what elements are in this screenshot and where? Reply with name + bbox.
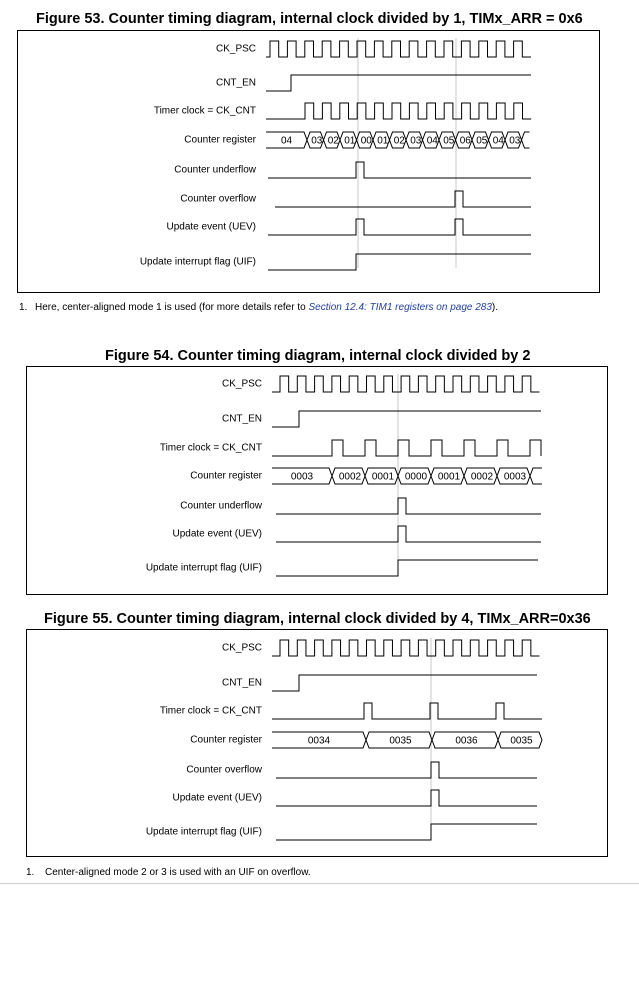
signal-label-counter-underflow: Counter underflow xyxy=(174,164,256,176)
signal-label-counter-register: Counter register xyxy=(190,470,262,482)
timer-clock-waveform xyxy=(272,703,542,719)
counter-register-value: 0003 xyxy=(290,471,314,483)
signal-label-ck-psc: CK_PSC xyxy=(221,642,262,654)
counter-register-value: 0035 xyxy=(510,735,533,747)
counter-register-value: 05 xyxy=(443,135,455,147)
counter-register-value: 04 xyxy=(492,135,504,147)
signal-label-cnt-en: CNT_EN xyxy=(221,677,262,689)
signal-label-counter-underflow: Counter underflow xyxy=(180,500,262,512)
counter-register-value: 0001 xyxy=(371,471,395,483)
figure-53-title: Figure 53. Counter timing diagram, internal clock divided by 1, TIMx_ARR = 0x6 xyxy=(36,11,583,27)
counter-register-value: 03 xyxy=(311,135,323,147)
signal-label-cnt-en: CNT_EN xyxy=(221,413,262,425)
signal-label-counter-overflow: Counter overflow xyxy=(180,193,256,205)
signal-label-update-event-uev: Update event (UEV) xyxy=(172,792,262,804)
signal-label-update-event-uev: Update event (UEV) xyxy=(172,528,262,540)
counter-register-value: 0002 xyxy=(470,471,494,483)
uev-waveform xyxy=(276,790,537,806)
counter-register-value: 0000 xyxy=(404,471,428,483)
uif-waveform xyxy=(276,824,537,840)
footnote-section-link[interactable]: Section 12.4: TIM1 registers on page 283 xyxy=(308,302,492,313)
counter-register-value: 05 xyxy=(476,135,488,147)
counter-register-value: 02 xyxy=(393,135,405,147)
counter-register-value: 02 xyxy=(327,135,339,147)
footnote-number: 1. xyxy=(26,867,35,878)
counter-register-value: 01 xyxy=(344,135,356,147)
clock-waveform xyxy=(272,640,540,656)
counter-overflow-waveform xyxy=(276,762,537,778)
counter-register-value: 03 xyxy=(509,135,521,147)
counter-register-value: 0036 xyxy=(455,735,478,747)
footnote-text-end: ). xyxy=(491,302,499,313)
signal-label-counter-register: Counter register xyxy=(184,134,256,146)
counter-register-value: 0003 xyxy=(503,471,527,483)
signal-label-timer-clock-ck-cnt: Timer clock = CK_CNT xyxy=(159,442,262,454)
signal-label-update-interrupt-flag-uif: Update interrupt flag (UIF) xyxy=(145,826,262,838)
figure-55-title: Figure 55. Counter timing diagram, internal clock divided by 4, TIMx_ARR=0x36 xyxy=(44,611,591,627)
footnote-text: Center-aligned mode 2 or 3 is used with an UIF on overflow. xyxy=(45,867,311,878)
footnote-number: 1. xyxy=(19,302,28,313)
page-divider xyxy=(0,883,639,884)
signal-label-counter-overflow: Counter overflow xyxy=(186,764,262,776)
footnote-text: Here, center-aligned mode 1 is used (for more details refer to xyxy=(35,302,309,313)
cnt-en-waveform xyxy=(272,675,537,691)
counter-register-value: 03 xyxy=(410,135,422,147)
signal-label-timer-clock-ck-cnt: Timer clock = CK_CNT xyxy=(159,705,262,717)
counter-register-value: 04 xyxy=(280,135,293,147)
counter-register-value: 0002 xyxy=(338,471,362,483)
counter-register-value: 06 xyxy=(459,135,471,147)
counter-register-value: 0035 xyxy=(389,735,412,747)
signal-label-update-interrupt-flag-uif: Update interrupt flag (UIF) xyxy=(139,256,256,268)
signal-label-counter-register: Counter register xyxy=(190,734,262,746)
signal-label-cnt-en: CNT_EN xyxy=(215,77,256,89)
signal-label-ck-psc: CK_PSC xyxy=(215,43,256,55)
counter-register-value: 01 xyxy=(377,135,389,147)
signal-label-update-event-uev: Update event (UEV) xyxy=(166,221,256,233)
figure-54-title: Figure 54. Counter timing diagram, internal clock divided by 2 xyxy=(105,348,531,364)
signal-label-ck-psc: CK_PSC xyxy=(221,378,262,390)
signal-label-timer-clock-ck-cnt: Timer clock = CK_CNT xyxy=(153,105,256,117)
counter-register-value: 0001 xyxy=(437,471,461,483)
counter-register-value: 00 xyxy=(360,135,372,147)
counter-register-value: 0034 xyxy=(307,735,331,747)
counter-register-value: 04 xyxy=(426,135,438,147)
signal-label-update-interrupt-flag-uif: Update interrupt flag (UIF) xyxy=(145,562,262,574)
figure-55-footnote xyxy=(26,867,311,878)
